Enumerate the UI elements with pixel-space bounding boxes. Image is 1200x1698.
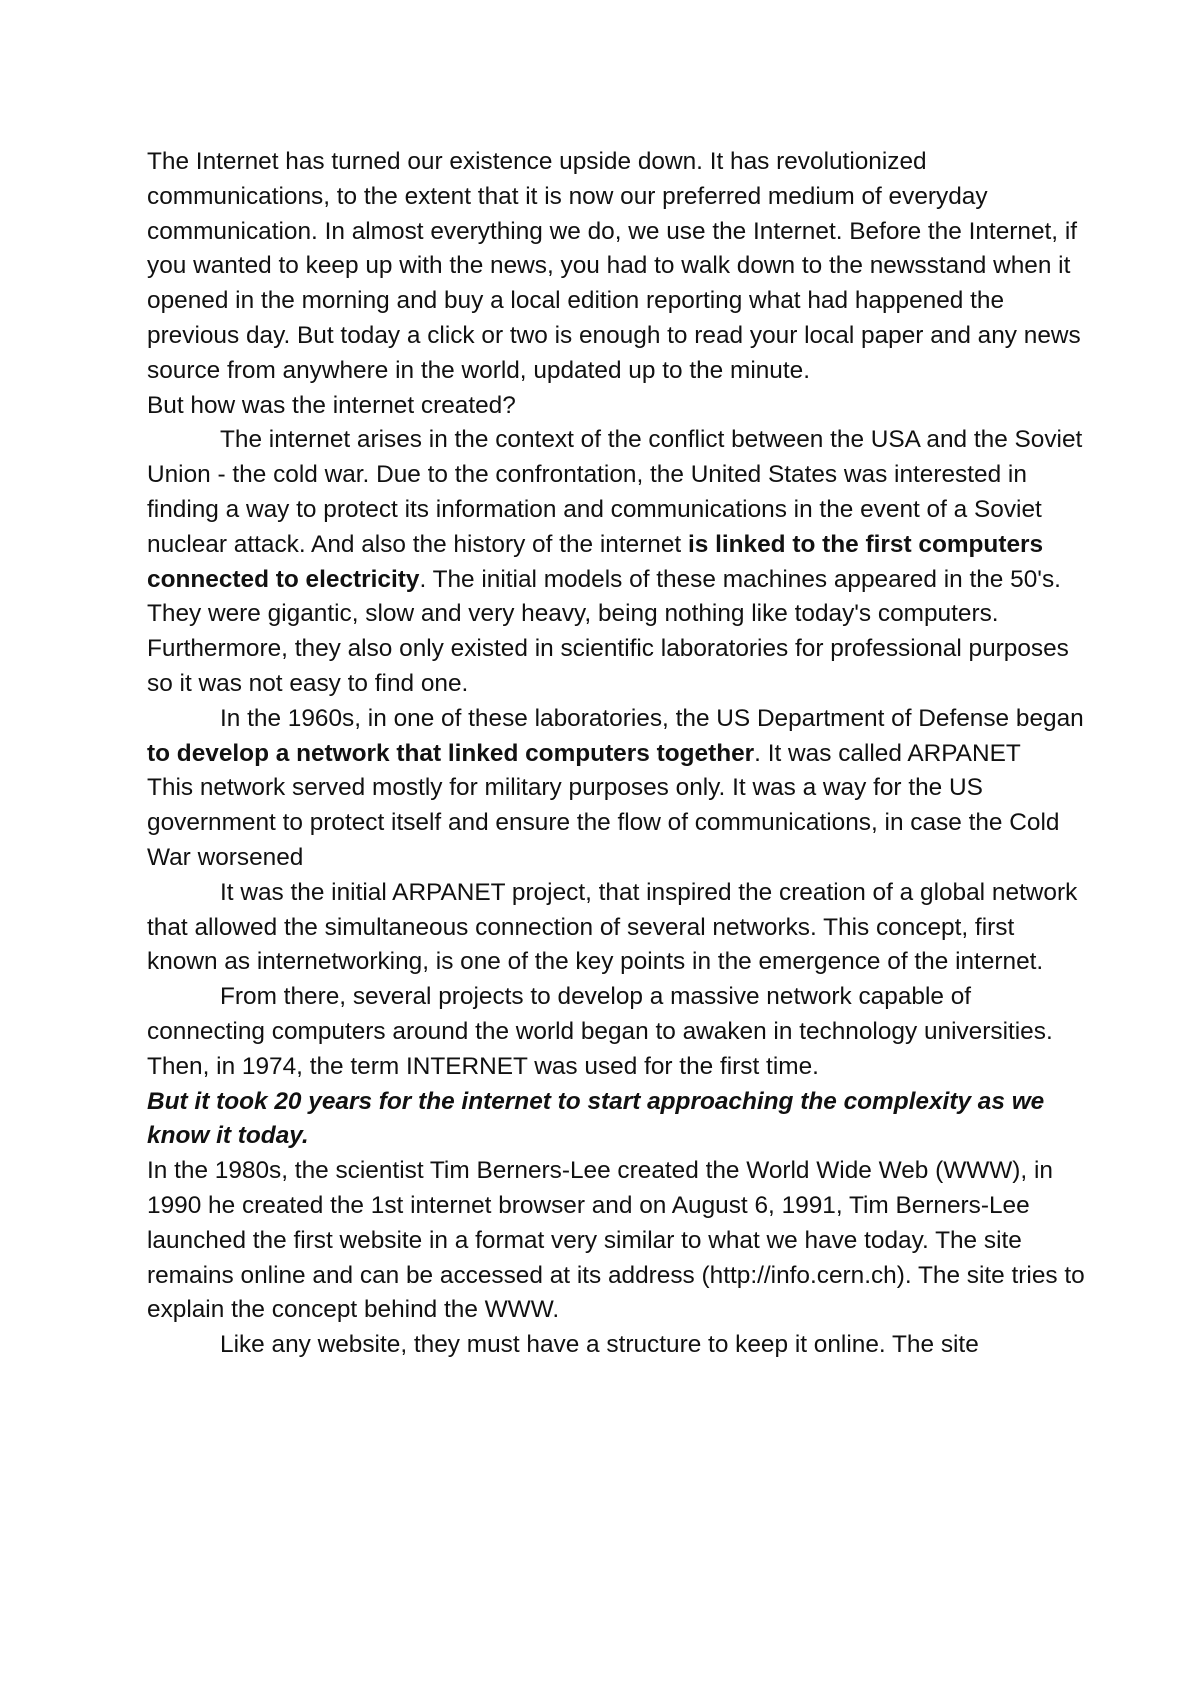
paragraph-structure: Like any website, they must have a structure to keep it online. The site bbox=[220, 1331, 979, 1359]
paragraph-cold-war-text-after: . The initial models of these machines appeared in the 50's. They were gigantic, slow and very heavy, being nothing like today's computers. Furthermore, they also only existed in scientific laboratories for professional purposes so it was not easy to find one. bbox=[147, 565, 1069, 697]
paragraph-question: But how was the internet created? bbox=[147, 391, 516, 419]
paragraph-arpanet-origin bbox=[147, 702, 1087, 772]
paragraph-cold-war-bold: is linked to the first computers connected to electricity bbox=[147, 530, 1044, 593]
paragraph-cold-war bbox=[147, 423, 1087, 701]
paragraph-www: In the 1980s, the scientist Tim Berners-Lee created the World Wide Web (WWW), in 1990 he created the 1st internet browser and on August 6, 1991, Tim Berners-Lee launched the first website in a format very similar to what we have today. The site remains online and can be accessed at its address (http://info.cern.ch). The site tries to explain the concept behind the WWW. bbox=[147, 1157, 1085, 1324]
paragraph-arpanet-bold: to develop a network that linked computers together bbox=[147, 739, 755, 767]
paragraph-arpanet-text-after: . It was called ARPANET bbox=[754, 739, 1021, 767]
paragraph-arpanet-text-before: In the 1960s, in one of these laboratories, the US Department of Defense began bbox=[220, 704, 1084, 732]
document-body bbox=[147, 145, 1087, 1363]
paragraph-universities: From there, several projects to develop a massive network capable of connecting computers around the world began to awaken in technology universities. bbox=[147, 983, 1053, 1045]
paragraph-internetworking: It was the initial ARPANET project, that inspired the creation of a global network that allowed the simultaneous connection of several networks. This concept, first known as internetworking, is one of the key points in the emergence of the internet. bbox=[147, 878, 1078, 976]
paragraph-twenty-years: But it took 20 years for the internet to start approaching the complexity as we know it today. bbox=[147, 1087, 1045, 1150]
paragraph-intro: The Internet has turned our existence upside down. It has revolutionized communications, to the extent that it is now our preferred medium of everyday communication. In almost everything we do, we use the Internet. Before the Internet, if you wanted to keep up with the news, you had to walk down to the newsstand when it opened in the morning and buy a local edition reporting what had happened the previous day. But today a click or two is enough to read your local paper and any news source from anywhere in the world, updated up to the minute. bbox=[147, 148, 1081, 384]
paragraph-cold-war-text-before: The internet arises in the context of the conflict between the USA and the Soviet Union - the cold war. Due to the confrontation, the United States was interested in finding a way to protect its information and communications in the event of a Soviet nuclear attack. And also the history of the internet bbox=[147, 426, 1083, 558]
paragraph-military-purpose: This network served mostly for military purposes only. It was a way for the US government to protect itself and ensure the flow of communications, in case the Cold War worsened bbox=[147, 774, 1060, 871]
paragraph-1974: Then, in 1974, the term INTERNET was used for the first time. bbox=[147, 1052, 819, 1080]
